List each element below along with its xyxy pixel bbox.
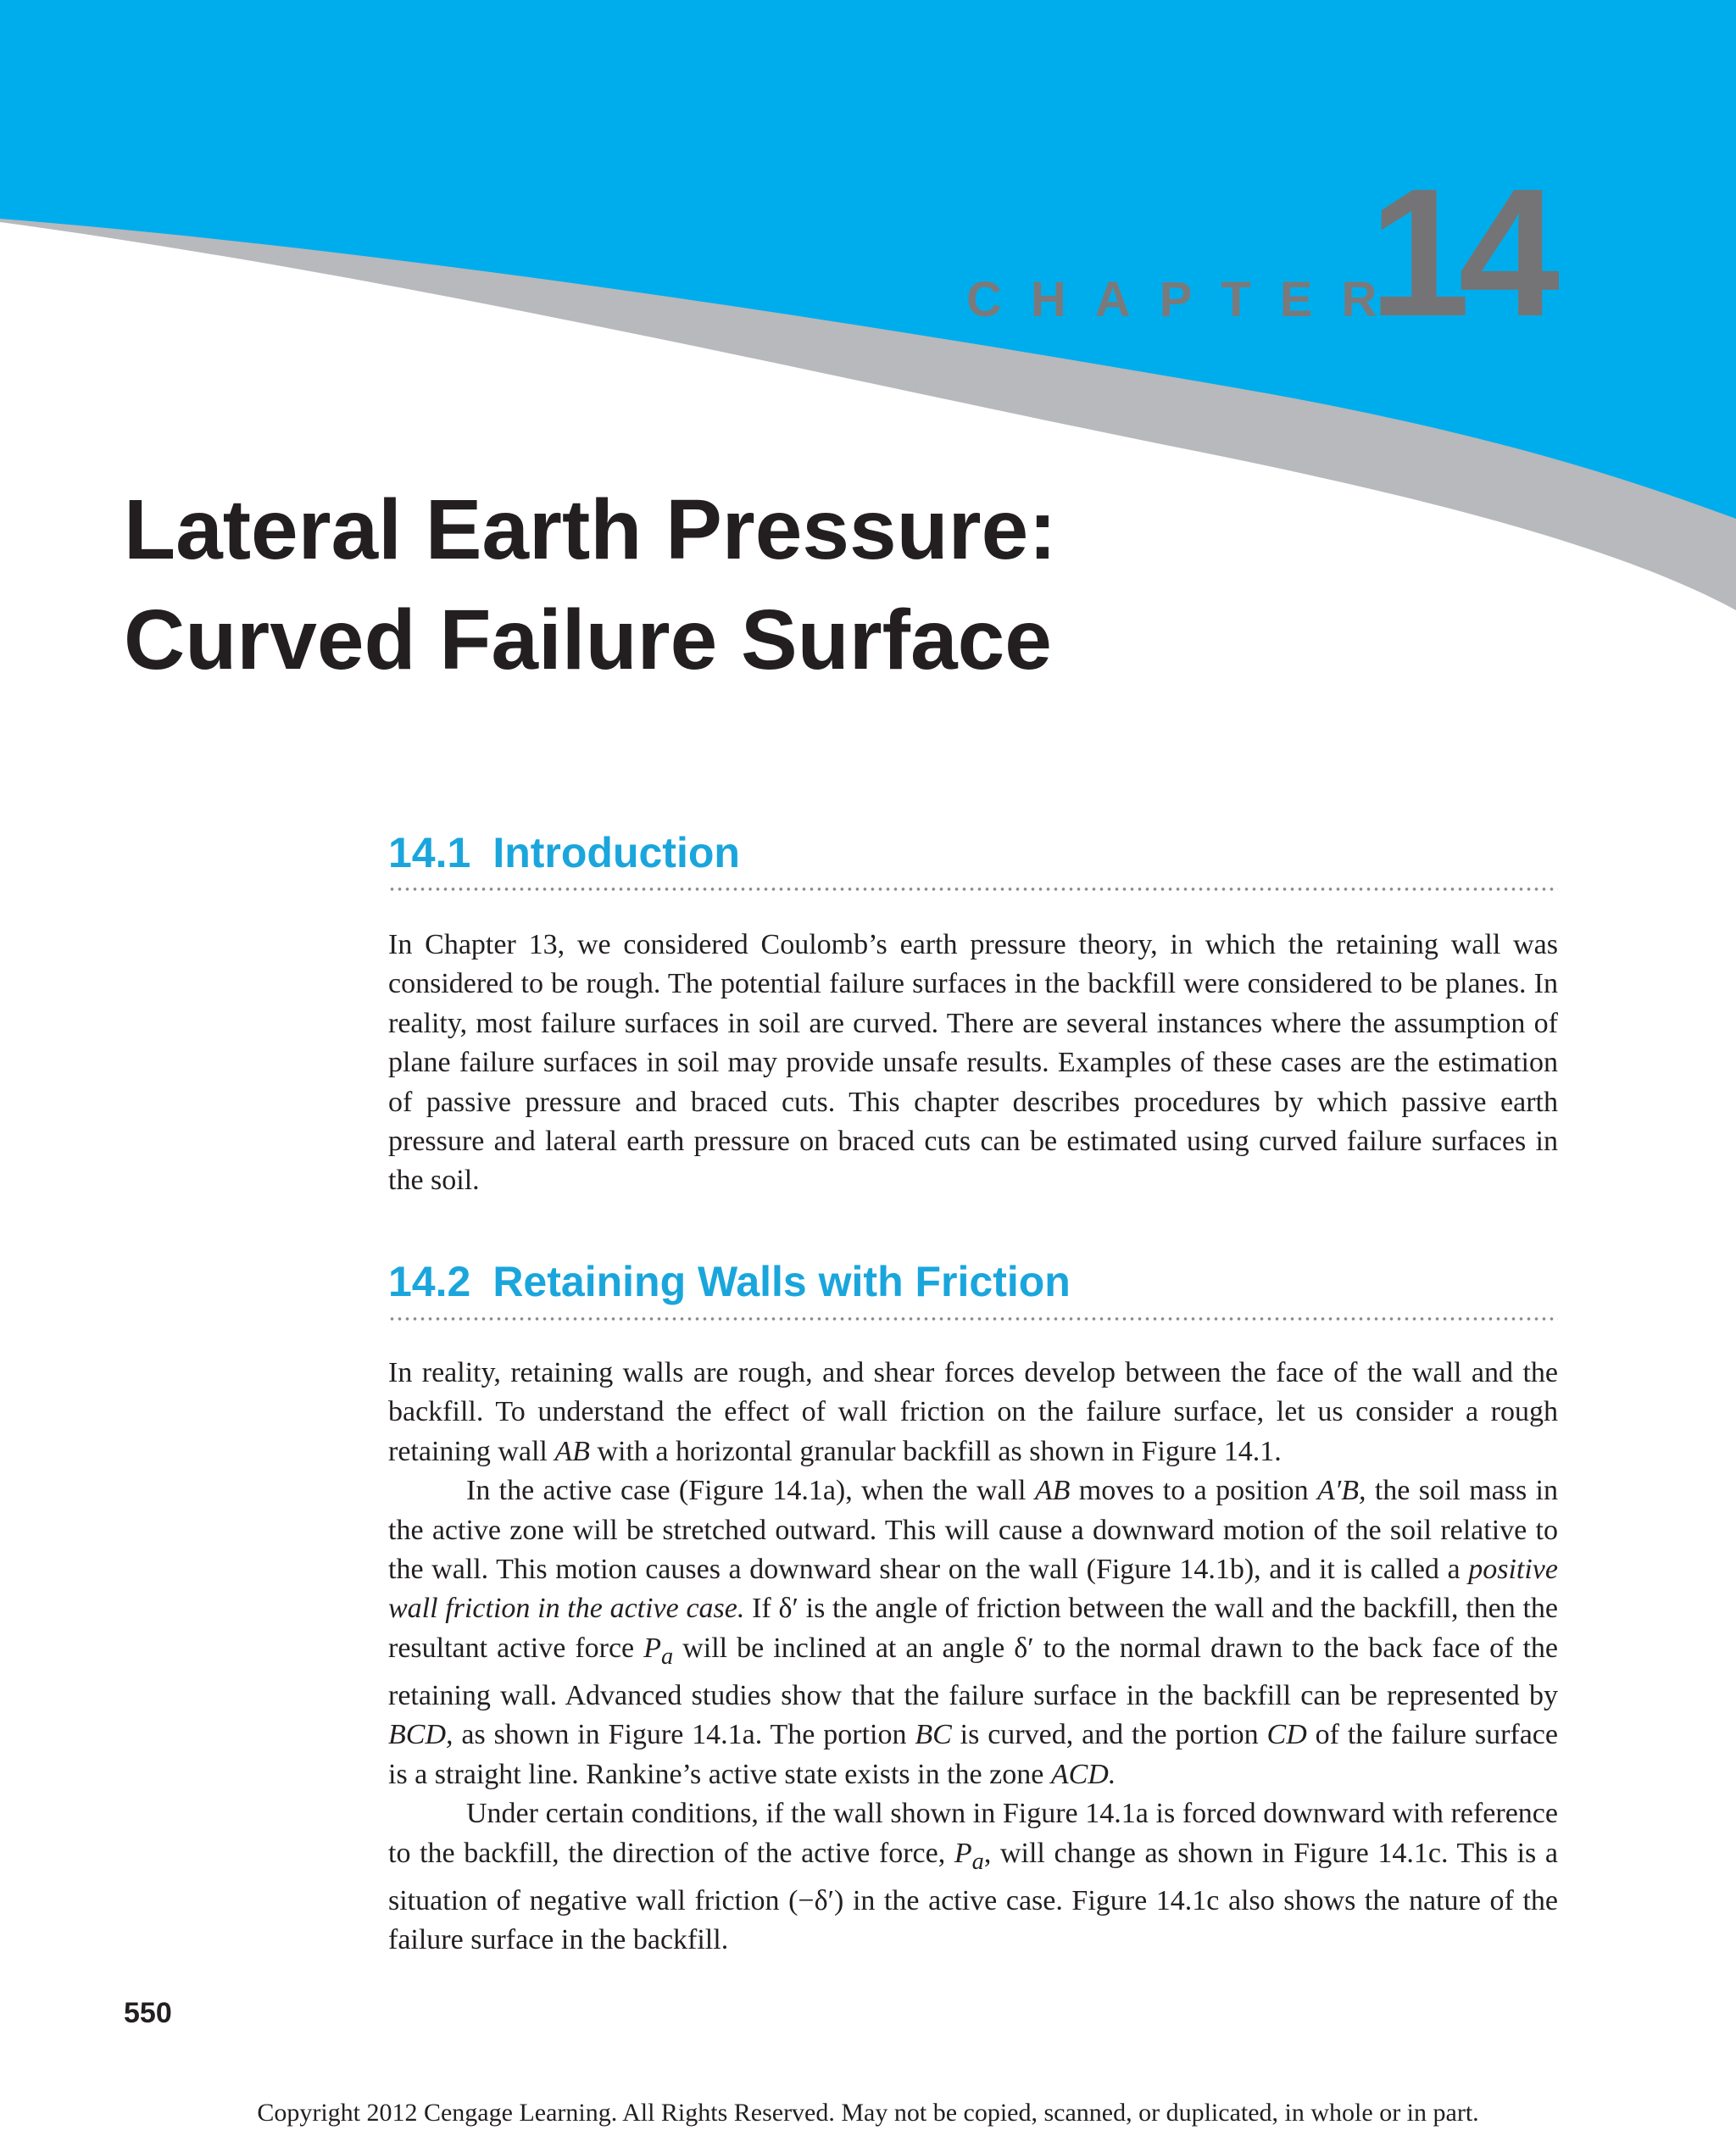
section-heading-14-1 <box>388 827 740 878</box>
section-title: Retaining Walls with Friction <box>492 1258 1071 1305</box>
paragraph-1: In reality, retaining walls are rough, and shear forces develop between the face of the wall and the backfill. To understand the effect of wall friction on the failure surface, let us consider a rough retaining wall AB with a horizontal granular backfill as shown in Figure 14.1. <box>388 1357 1558 1467</box>
section-body-14-1 <box>388 926 1558 1201</box>
dotted-rule <box>388 887 1558 892</box>
chapter-label: CHAPTER <box>966 272 1406 327</box>
section-body-14-2 <box>388 1354 1558 1961</box>
dotted-rule <box>388 1316 1558 1321</box>
chapter-title-line-2: Curved Failure Surface <box>124 592 1052 687</box>
chapter-title <box>124 475 1057 695</box>
copyright-notice: Copyright 2012 Cengage Learning. All Rights Reserved. May not be copied, scanned, or duplicated, in whole or in part. <box>257 2099 1479 2127</box>
section-title: Introduction <box>492 829 740 876</box>
section-number: 14.2 <box>388 1258 471 1305</box>
section-heading-14-2 <box>388 1256 1071 1307</box>
chapter-title-line-1: Lateral Earth Pressure: <box>124 482 1057 577</box>
chapter-number: 14 <box>1369 150 1549 354</box>
section-number: 14.1 <box>388 829 471 876</box>
paragraph-3: Under certain conditions, if the wall shown in Figure 14.1a is forced downward with reference to the backfill, the direction of the active force, $P_a$, will change as shown in Figure 14.1c. This is a situation of negative wall friction (−δ′) in the active case. Figure 14.1c also shows the nature of the failure surface in the backfill. <box>388 1798 1558 1956</box>
paragraph-2: In the active case (Figure 14.1a), when the wall AB moves to a position A′B, the soil mass in the active zone will be stretched outward. This will cause a downward motion of the soil relative to the wall. This motion causes a downward shear on the wall (Figure 14.1b), and it is called a positive wall friction in the active case. If δ′ is the angle of friction between the wall and the backfill, then the resultant active force $P_a$ will be inclined at an angle δ′ to the normal drawn to the back face of the retaining wall. Advanced studies show that the failure surface in the backfill can be represented by BCD, as shown in Figure 14.1a. The portion BC is curved, and the portion CD of the failure surface is a straight line. Rankine’s active state exists in the zone ACD. <box>388 1475 1558 1790</box>
page-number: 550 <box>124 1997 172 2029</box>
paragraph: In Chapter 13, we considered Coulomb’s earth pressure theory, in which the retaining wall was considered to be rough. The potential failure surfaces in the backfill were considered to be planes. In reality, most failure surfaces in soil are curved. There are several instances where the assumption of plane failure surfaces in soil may provide unsafe results. Examples of these cases are the estimation of passive pressure and braced cuts. This chapter describes procedures by which passive earth pressure and lateral earth pressure on braced cuts can be estimated using curved failure surfaces in the soil. <box>388 929 1558 1197</box>
